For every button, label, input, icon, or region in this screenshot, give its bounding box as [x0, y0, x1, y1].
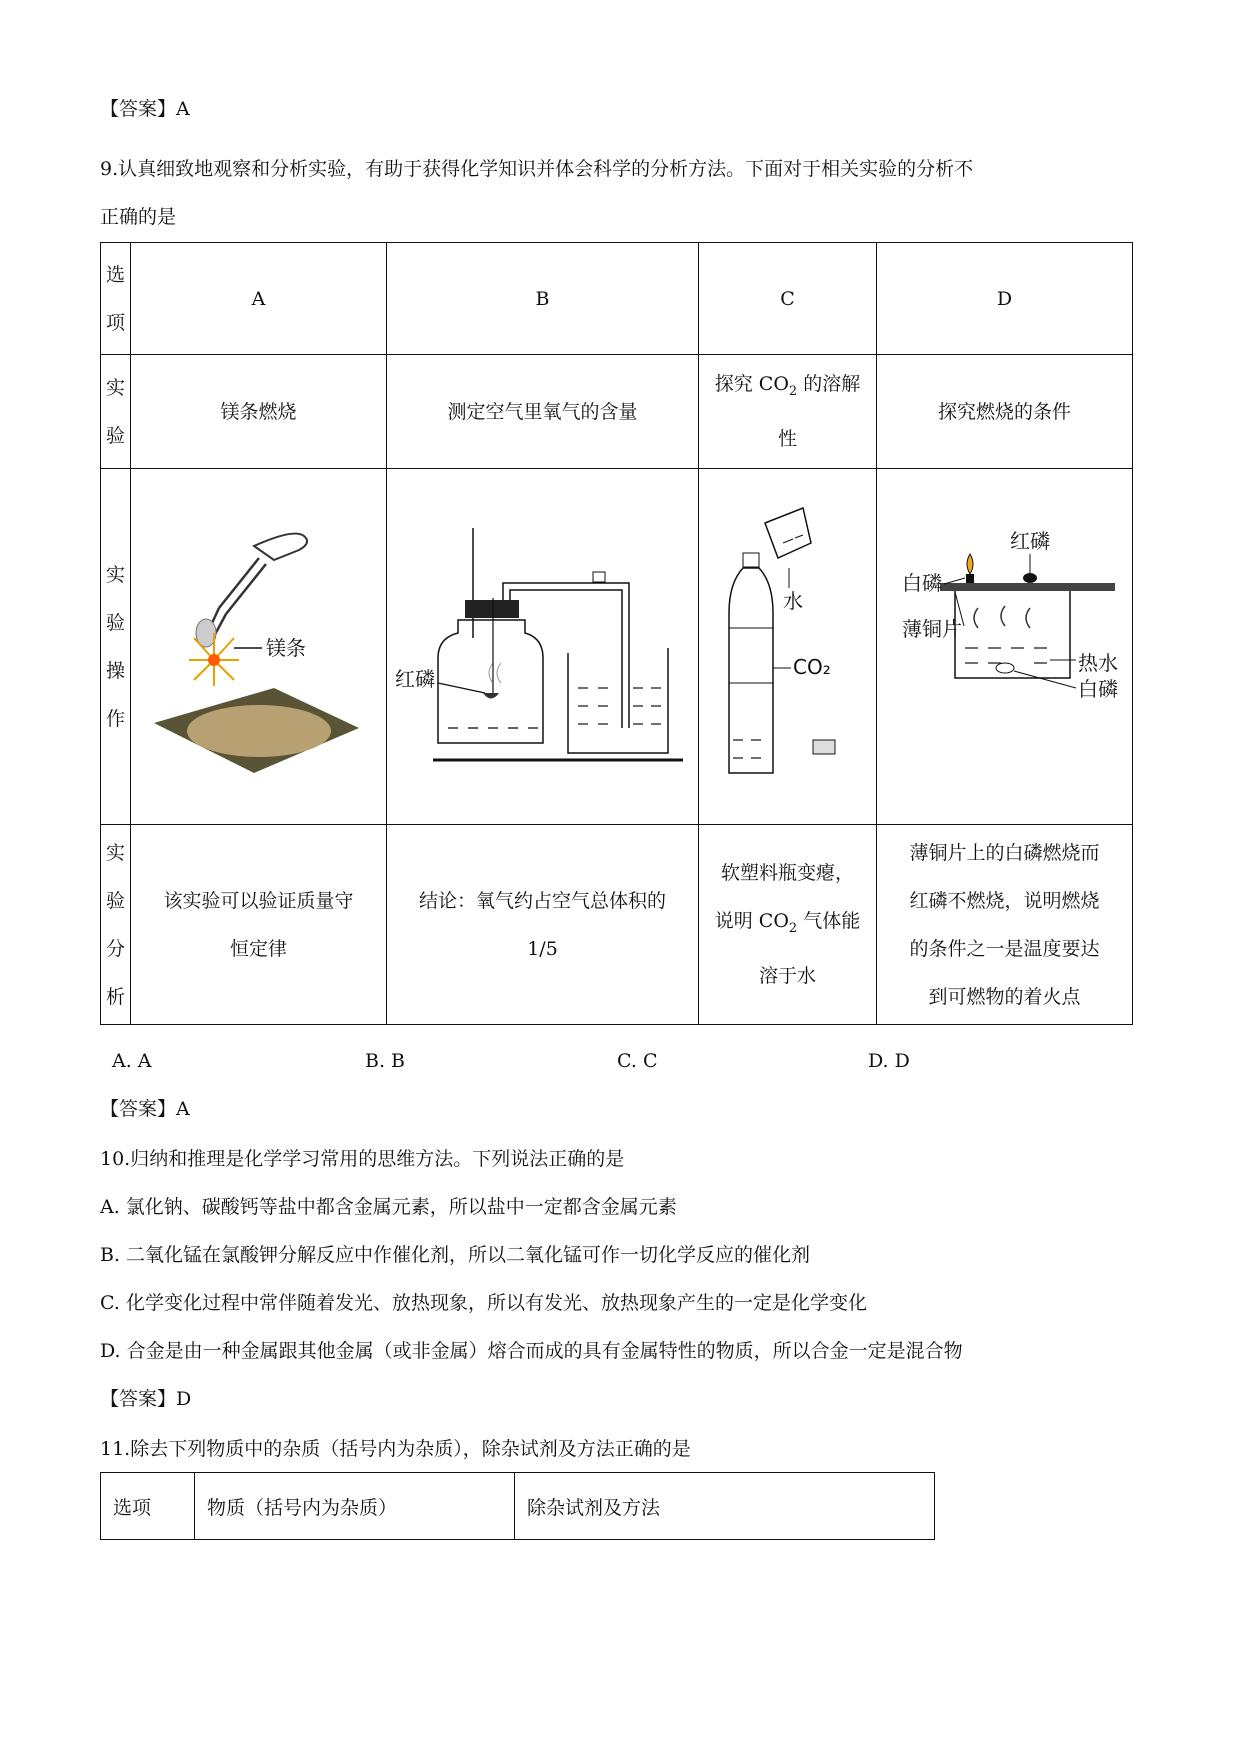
q9-table — [100, 242, 1133, 1025]
label-char: 验 — [105, 611, 125, 634]
analysis-d-line: 红磷不燃烧，说明燃烧 — [909, 889, 1100, 912]
row-label-operation — [101, 469, 131, 825]
row-experiment — [101, 355, 1133, 469]
label-water: 水 — [782, 588, 803, 613]
q11-header-row — [101, 1473, 935, 1540]
experiment-b: 测定空气里氧气的含量 — [387, 355, 699, 469]
label-copper-sheet: 薄铜片 — [901, 616, 962, 641]
analysis-b-line: 1/5 — [527, 937, 558, 960]
exp-c-post: 的溶解 — [797, 372, 861, 395]
figure-c — [699, 469, 877, 825]
q10-option-a[interactable]: A. 氯化钠、碳酸钙等盐中都含金属元素，所以盐中一定都含金属元素 — [100, 1196, 677, 1218]
q9-choice-a[interactable]: A. A — [112, 1050, 152, 1072]
label-char: 实 — [105, 841, 125, 864]
label-char: 实 — [105, 376, 125, 399]
label-char: 作 — [105, 707, 125, 730]
row-label-experiment — [101, 355, 131, 469]
experiment-c — [699, 355, 877, 469]
co2-solubility-figure — [703, 488, 873, 788]
combustion-figure — [880, 488, 1130, 788]
analysis-c — [699, 825, 877, 1025]
analysis-c-sub: 2 — [788, 920, 798, 936]
q9-choice-c[interactable]: C. C — [617, 1050, 658, 1072]
analysis-b-line: 结论：氧气约占空气总体积的 — [418, 889, 666, 912]
label-char: 选 — [105, 263, 125, 286]
analysis-a-line: 恒定律 — [229, 937, 287, 960]
q11-header-substance: 物质（括号内为杂质） — [195, 1473, 515, 1540]
analysis-d — [877, 825, 1133, 1025]
figure-b — [387, 469, 699, 825]
analysis-c-post: 气体能 — [797, 909, 861, 932]
label-char: 析 — [105, 985, 125, 1008]
label-hot-water: 热水 — [1077, 650, 1118, 675]
label-magnesium-strip: 镁条 — [265, 635, 306, 660]
q9-choice-d[interactable]: D. D — [868, 1050, 910, 1072]
analysis-d-line: 到可燃物的着火点 — [928, 985, 1081, 1008]
row-label-analysis — [101, 825, 131, 1025]
label-char: 验 — [105, 424, 125, 447]
q9-stem-line2: 正确的是 — [100, 206, 177, 228]
experiment-a: 镁条燃烧 — [131, 355, 387, 469]
analysis-a-line: 该实验可以验证质量守 — [163, 889, 354, 912]
analysis-c-pre: 说明 CO — [714, 909, 789, 932]
experiment-d: 探究燃烧的条件 — [877, 355, 1133, 469]
label-char: 实 — [105, 563, 125, 586]
exp-c-pre: 探究 CO — [714, 372, 789, 395]
figure-a — [131, 469, 387, 825]
q11-table — [100, 1472, 935, 1540]
row-operation — [101, 469, 1133, 825]
label-co2: CO₂ — [792, 654, 831, 679]
option-d: D — [877, 243, 1133, 355]
answer-prev: 【答案】A — [100, 98, 190, 120]
q11-header-method: 除杂试剂及方法 — [515, 1473, 935, 1540]
figure-d — [877, 469, 1133, 825]
q11-stem: 11.除去下列物质中的杂质（括号内为杂质），除杂试剂及方法正确的是 — [100, 1438, 691, 1460]
label-char: 项 — [105, 311, 125, 334]
exp-c-sub: 2 — [788, 383, 798, 399]
analysis-d-line: 薄铜片上的白磷燃烧而 — [909, 841, 1100, 864]
exp-c-line2: 性 — [777, 428, 797, 451]
option-a: A — [131, 243, 387, 355]
analysis-c-line3: 溶于水 — [758, 965, 816, 988]
analysis-c-line1: 软塑料瓶变瘪， — [720, 861, 854, 884]
row-analysis — [101, 825, 1133, 1025]
q10-option-d[interactable]: D. 合金是由一种金属跟其他金属（或非金属）熔合而成的具有金属特性的物质，所以合金一定是混合物 — [100, 1340, 963, 1362]
q10-stem: 10.归纳和推理是化学学习常用的思维方法。下列说法正确的是 — [100, 1148, 625, 1170]
analysis-b — [387, 825, 699, 1025]
q9-stem-line1: 9.认真细致地观察和分析实验，有助于获得化学知识并体会科学的分析方法。下面对于相关实验的分析不 — [100, 158, 974, 180]
row-label-option — [101, 243, 131, 355]
q9-choice-b[interactable]: B. B — [365, 1050, 406, 1072]
option-b: B — [387, 243, 699, 355]
label-char: 验 — [105, 889, 125, 912]
label-white-phosphorus-bottom: 白磷 — [1077, 676, 1118, 701]
label-red-phosphorus-b: 红磷 — [394, 666, 435, 691]
label-red-phosphorus-d: 红磷 — [1009, 528, 1050, 553]
oxygen-content-figure — [393, 488, 693, 788]
q9-answer: 【答案】A — [100, 1098, 190, 1120]
analysis-a — [131, 825, 387, 1025]
q10-option-c[interactable]: C. 化学变化过程中常伴随着发光、放热现象，所以有发光、放热现象产生的一定是化学变化 — [100, 1292, 867, 1314]
analysis-d-line: 的条件之一是温度要达 — [909, 937, 1100, 960]
magnesium-burning-figure — [134, 488, 384, 788]
label-char: 操 — [105, 659, 125, 682]
q10-option-b[interactable]: B. 二氧化锰在氯酸钾分解反应中作催化剂，所以二氧化锰可作一切化学反应的催化剂 — [100, 1244, 811, 1266]
q10-answer: 【答案】D — [100, 1388, 192, 1410]
label-white-phosphorus-top: 白磷 — [901, 570, 942, 595]
label-char: 分 — [105, 937, 125, 960]
option-c: C — [699, 243, 877, 355]
q11-header-option: 选项 — [101, 1473, 195, 1540]
row-option — [101, 243, 1133, 355]
